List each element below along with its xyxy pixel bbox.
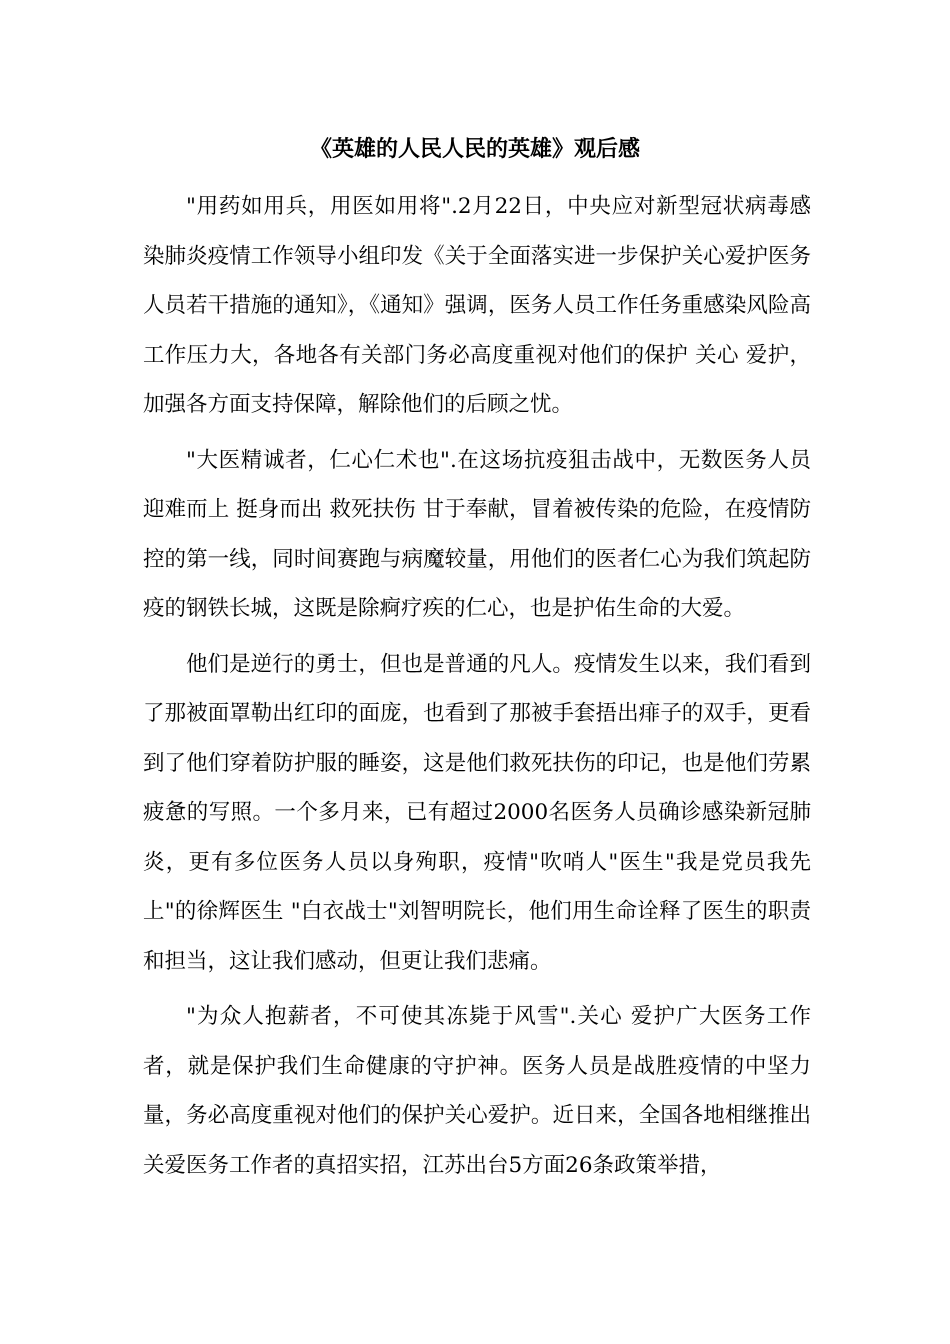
paragraph-4: "为众人抱薪者，不可使其冻毙于风雪".关心 爱护广大医务工作者，就是保护我们生命健康的守护神。医务人员是战胜疫情的中坚力量，务必高度重视对他们的保护关心爱护。近日来，全国各地相继推出关爱医务工作者的真招实招，江苏出台5方面26条政策举措， (143, 1004, 811, 1178)
document-body (143, 182, 811, 1196)
paragraph-2: "大医精诚者，仁心仁术也".在这场抗疫狙击战中，无数医务人员迎难而上 挺身而出 救死扶伤 甘于奉献，冒着被传染的危险，在疫情防控的第一线，同时间赛跑与病魔较量，用他们的医者仁心为我们筑起防疫的钢铁长城，这既是除痾疗疾的仁心，也是护佑生命的大爱。 (143, 447, 811, 621)
paragraph-3: 他们是逆行的勇士，但也是普通的凡人。疫情发生以来，我们看到了那被面罩勒出红印的面庞，也看到了那被手套捂出痱子的双手，更看到了他们穿着防护服的睡姿，这是他们救死扶伤的印记，也是他们劳累疲惫的写照。一个多月来，已有超过2000名医务人员确诊感染新冠肺炎，更有多位医务人员以身殉职，疫情"吹哨人"医生"我是党员我先上"的徐辉医生 "白衣战士"刘智明院长，他们用生命诠释了医生的职责和担当，这让我们感动，但更让我们悲痛。 (143, 651, 811, 974)
document-title: 《英雄的人民人民的英雄》观后感 (309, 136, 640, 162)
paragraph-1: "用药如用兵，用医如用将".2月22日，中央应对新型冠状病毒感染肺炎疫情工作领导小组印发《关于全面落实进一步保护关心爱护医务人员若干措施的通知》，《通知》强调，医务人员工作任务重感染风险高 工作压力大，各地各有关部门务必高度重视对他们的保护 关心 爱护，加强各方面支持保障，解除他们的后顾之忧。 (143, 194, 811, 417)
